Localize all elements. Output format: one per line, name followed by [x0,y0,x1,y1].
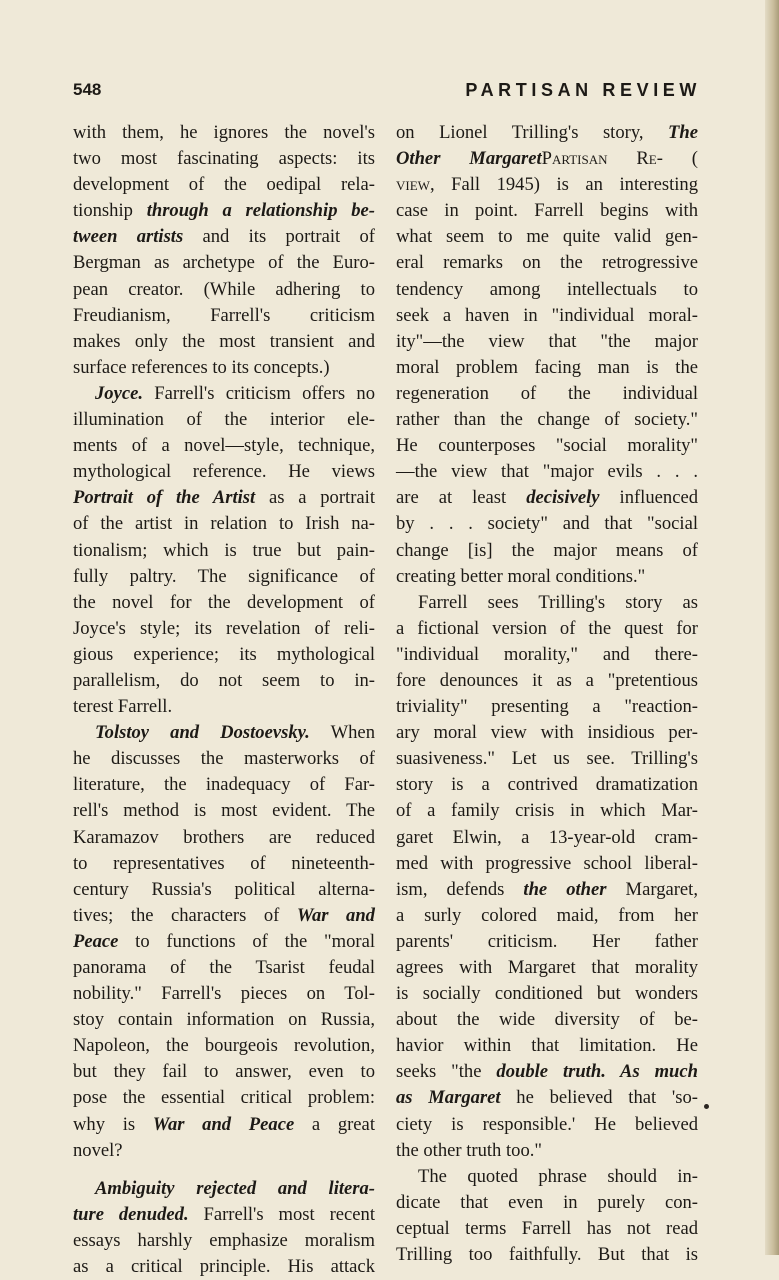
text-run: gious experience; its mythological [73,643,375,665]
text-line [396,720,698,746]
text-run: and its portrait of [183,226,375,248]
small-caps-text: view [396,174,430,196]
text-line [73,146,375,172]
text-run: surface references to its concepts.) [73,356,330,378]
text-run: change [is] the major means of [396,539,698,561]
italic-text: Peace [73,930,119,952]
text-line [73,250,375,276]
text-run: to representatives of nineteenth- [73,852,375,874]
text-run: rell's method is most evident. The [73,800,375,822]
text-run: havior within that limitation. He [396,1035,698,1057]
text-line [73,485,375,511]
text-line [73,772,375,798]
left-column [73,120,375,1280]
text-line [73,538,375,564]
text-run: but they fail to answer, even to [73,1061,375,1083]
text-run: why is [73,1113,153,1135]
text-run: ceptual terms Farrell has not read [396,1217,698,1239]
text-line [73,120,375,146]
text-line [396,1059,698,1085]
text-line [396,772,698,798]
text-run: novel? [73,1139,123,1161]
italic-text: Other Margaret [396,148,542,170]
italic-text: Portrait of the Artist [73,487,256,509]
text-run: essays harshly emphasize moralism [73,1229,375,1251]
page-number: 548 [73,80,102,99]
text-run: panorama of the Tsarist feudal [73,957,375,978]
text-run: suasiveness." Let us see. Trilling's [396,748,698,770]
italic-text: War and [296,904,375,926]
text-run: he discusses the masterworks of [73,748,375,770]
text-run: seek a haven in "individual moral- [396,304,698,326]
text-line [73,590,375,616]
text-run: agrees with Margaret that morality [396,957,698,978]
text-run: Farrell's criticism offers no [143,382,375,404]
text-run: med with progressive school liberal- [396,852,698,874]
text-line [396,355,698,381]
text-line [396,381,698,407]
text-run: regeneration of the individual [396,382,698,404]
italic-text: The [668,122,698,143]
text-line [73,433,375,459]
text-line [73,511,375,537]
text-run: what seem to me quite valid gen- [396,226,698,248]
text-line [396,511,698,537]
text-run: terest Farrell. [73,696,173,718]
italic-text: tween artists [73,226,184,248]
text-run: moral problem facing man is the [396,356,698,378]
italic-text: ture denuded. [73,1203,189,1225]
italic-text: as Margaret [396,1087,501,1109]
text-run: creating better moral conditions." [396,565,646,587]
text-line [73,1176,375,1202]
text-line [396,433,698,459]
text-line [73,720,375,746]
text-run: a surly colored maid, from her [396,904,698,926]
text-line [396,1007,698,1033]
text-run: triviality" presenting a "reaction- [396,696,698,718]
text-run: "individual morality," and there- [396,643,698,665]
text-line [73,564,375,590]
text-line [396,1190,698,1216]
text-run: a great [294,1113,375,1135]
text-run: pean creator. (While adhering to [73,278,375,300]
text-line [396,172,698,198]
text-line [396,250,698,276]
text-line [396,929,698,955]
text-run: Farrell's most recent [188,1203,375,1225]
text-run: as a portrait [255,487,375,509]
text-run: fore denounces it as a "pretentious [396,669,698,691]
text-run: makes only the most transient and [73,330,375,352]
text-run: When [309,722,375,744]
text-line [396,303,698,329]
text-run: ity"—the view that "the major [396,330,698,352]
text-line [73,1085,375,1111]
text-run: mythological reference. He views [73,461,375,483]
text-line [396,746,698,772]
text-line [396,616,698,642]
text-run: He counterposes "social morality" [396,435,698,457]
text-run: ments of a novel—style, technique, [73,435,375,457]
text-run: ciety is responsible.' He believed [396,1113,698,1135]
text-line [73,329,375,355]
text-run: of a family crisis in which Mar- [396,800,698,822]
text-line [73,224,375,250]
text-line [73,903,375,929]
text-run: the other truth too." [396,1139,542,1161]
text-run: illumination of the interior ele- [73,409,375,431]
right-column [396,120,698,1268]
ink-speck [704,1104,709,1109]
text-line [396,459,698,485]
text-line [396,146,698,172]
text-run: dicate that even in purely con- [396,1191,698,1213]
text-run: parallelism, do not seem to in- [73,669,375,691]
text-line [73,1202,375,1228]
text-line [396,1242,698,1268]
text-line [396,1164,698,1190]
text-line [73,198,375,224]
text-run: he believed that 'so- [500,1087,698,1109]
small-caps-text: Partisan Re- [541,148,663,170]
text-line [73,277,375,303]
text-line [73,981,375,1007]
text-run: pose the essential critical problem: [73,1087,375,1109]
text-line [396,851,698,877]
text-run: fully paltry. The significance of [73,565,375,587]
italic-text: Joyce. [95,382,144,404]
text-line [396,198,698,224]
text-line [73,825,375,851]
text-run: Margaret, [606,878,699,900]
text-run: by . . . society" and that "social [396,513,698,535]
text-run: case in point. Farrell begins with [396,200,698,222]
text-run: stoy contain information on Russia, [73,1009,375,1031]
text-run: parents' criticism. Her father [396,930,698,952]
text-run: century Russia's political alterna- [73,878,375,900]
text-run: Farrell sees Trilling's story as [418,591,698,613]
text-run: , Fall 1945) is an interesting [429,174,698,196]
text-run: tionship [73,200,147,222]
italic-text: decisively [526,487,600,509]
text-run: Napoleon, the bourgeois revolution, [73,1035,375,1057]
text-line [396,877,698,903]
text-run: as a critical principle. His attack [73,1256,375,1278]
text-run: Karamazov brothers are reduced [73,826,375,848]
text-line [73,1007,375,1033]
text-run: Freudianism, Farrell's criticism [73,304,375,326]
italic-text: the other [523,878,607,900]
text-line [73,1228,375,1254]
text-line [396,538,698,564]
text-run: to functions of the "moral [118,930,375,952]
text-line [73,642,375,668]
text-run: —the view that "major evils . . . [396,461,698,483]
text-line [396,329,698,355]
text-run: the novel for the development of [73,591,375,613]
text-line [396,1033,698,1059]
text-run: about the wide diversity of be- [396,1009,698,1031]
text-run: tionalism; which is true but pain- [73,539,375,561]
text-line [396,825,698,851]
text-line [396,903,698,929]
running-header [73,80,701,108]
italic-text: double truth. As much [496,1061,698,1083]
text-run: on Lionel Trilling's story, [396,122,669,143]
text-line [396,224,698,250]
text-line [73,459,375,485]
text-line [396,668,698,694]
text-line [73,1138,375,1164]
text-line [396,694,698,720]
text-line [396,642,698,668]
text-run: Joyce's style; its revelation of reli- [73,617,375,639]
text-run: ism, defends [396,878,524,900]
text-line [396,1112,698,1138]
text-run: tives; the characters of [73,904,297,926]
italic-text: War and Peace [152,1113,295,1135]
text-run: rather than the change of society." [396,409,698,431]
text-run: two most fascinating aspects: its [73,148,375,170]
text-line [396,590,698,616]
text-run: is socially conditioned but wonders [396,983,698,1005]
text-line [396,981,698,1007]
text-line [396,564,698,590]
text-run: eral remarks on the retrogressive [396,252,698,274]
text-line [73,616,375,642]
text-line [73,955,375,981]
text-line [73,746,375,772]
text-line [73,303,375,329]
text-line [396,277,698,303]
text-run: Trilling too faithfully. But that is [396,1244,698,1266]
text-line [396,798,698,824]
text-line [396,407,698,433]
text-run: nobility." Farrell's pieces on Tol- [73,983,375,1005]
text-line [73,1033,375,1059]
text-run: with them, he ignores the novel's [73,122,375,143]
text-line [73,1059,375,1085]
text-run: literature, the inadequacy of Far- [73,774,375,796]
paragraph-gap [73,1164,375,1176]
text-run: Bergman as archetype of the Euro- [73,252,375,274]
text-run: seeks "the [396,1061,497,1083]
text-line [73,668,375,694]
italic-text: through a relationship be- [146,200,375,222]
text-line [73,381,375,407]
text-line [396,1216,698,1242]
italic-text: Ambiguity rejected and litera- [95,1177,375,1199]
text-run: story is a contrived dramatization [396,774,698,796]
text-run: influenced [599,487,698,509]
italic-text: Tolstoy and Dostoevsky. [95,722,310,744]
text-line [73,694,375,720]
text-line [396,955,698,981]
text-line [73,1254,375,1280]
text-run: of the artist in relation to Irish na- [73,513,375,535]
text-line [396,485,698,511]
text-run: tendency among intellectuals to [396,278,698,300]
text-line [73,407,375,433]
text-line [73,1112,375,1138]
text-line [396,1085,698,1111]
text-line [73,877,375,903]
text-run: ary moral view with insidious per- [396,722,698,744]
journal-title: PARTISAN REVIEW [465,80,701,100]
text-line [73,798,375,824]
text-line [396,1138,698,1164]
text-run: garet Elwin, a 13-year-old cram- [396,826,698,848]
text-run: development of the oedipal rela- [73,174,375,196]
text-line [396,120,698,146]
text-run: a fictional version of the quest for [396,617,698,639]
text-line [73,355,375,381]
text-line [73,851,375,877]
text-run: The quoted phrase should in- [418,1165,698,1187]
page-edge [765,0,779,1255]
text-line [73,929,375,955]
text-line [73,172,375,198]
text-run: are at least [396,487,527,509]
text-run: ( [662,148,699,170]
